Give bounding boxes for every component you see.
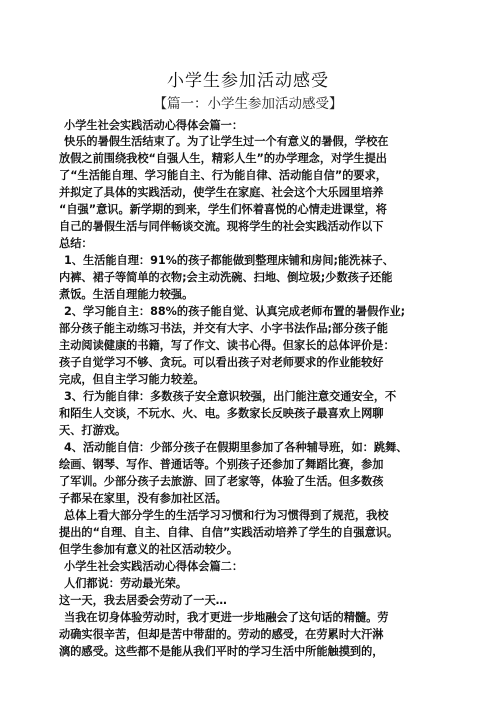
paragraph-line: 孩子自觉学习不够、贪玩。可以看出孩子对老师要求的作业能较好 — [59, 356, 384, 369]
paragraph-line: 煮饭。生活自理能力较强。 — [59, 288, 194, 301]
paragraph-line: 快乐的暑假生活结束了。为了让学生过一个有意义的暑假，学校在 — [64, 135, 389, 148]
paragraph-line: 子都呆在家里，没有参加社区活。 — [59, 492, 227, 505]
paragraph-line: 绘画、钢琴、写作、普通话等。个别孩子还参加了舞蹈比赛，参加 — [59, 458, 384, 471]
section-heading: 【篇一：小学生参加活动感受】 — [153, 96, 343, 112]
paragraph-line: 总结： — [59, 237, 93, 250]
page-title: 小学生参加活动感受 — [167, 71, 329, 91]
paragraph-line: 自己的暑假生活与同伴畅谈交流。现将学生的社会实践活动作以下 — [59, 220, 384, 233]
paragraph-line: 内裤、裙子等简单的衣物;会主动洗碗、扫地、倒垃圾;少数孩子还能 — [59, 271, 393, 284]
paragraph-line: 天、打游戏。 — [59, 424, 127, 437]
paragraph-line: 小学生社会实践活动心得体会篇二： — [64, 560, 244, 573]
paragraph-line: 动确实很辛苦，但却是苦中带甜的。劳动的感受，在劳累时大汗淋 — [59, 628, 384, 641]
paragraph-line: 了“生活能自理、学习能自主、行为能自律、活动能自信”的要求， — [59, 169, 387, 182]
paragraph-line: 完成，但自主学习能力较差。 — [59, 373, 205, 386]
paragraph-line: 当我在切身体验劳动时，我才更进一步地融会了这句话的精髓。劳 — [64, 611, 389, 624]
paragraph-line: 部分孩子能主动练习书法，并交有大字、小字书法作品;部分孩子能 — [59, 322, 388, 335]
paragraph-line: 主动阅读健康的书籍，写了作文、读书心得。但家长的总体评价是： — [59, 339, 395, 352]
paragraph-line: 但学生参加有意义的社区活动较少。 — [59, 543, 239, 556]
paragraph-line: 人们都说：劳动最光荣。 — [64, 577, 188, 590]
paragraph-line: 并拟定了具体的实践活动，使学生在家庭、社会这个大乐园里培养 — [59, 186, 384, 199]
paragraph-line: 漓的感受。这些都不是能从我们平时的学习生活中所能触摸到的， — [59, 645, 384, 658]
paragraph-line: 提出的“自理、自主、自律、自信”实践活动培养了学生的自强意识。 — [59, 526, 399, 539]
paragraph-line: 小学生社会实践活动心得体会篇一： — [64, 119, 244, 132]
paragraph-line: 1、生活能自理：91%的孩子都能做到整理床铺和房间;能洗袜子、 — [64, 254, 394, 267]
paragraph-line: 3、行为能自律：多数孩子安全意识较强，出门能注意交通安全，不 — [64, 390, 397, 403]
paragraph-line: 放假之前围绕我校“自强人生，精彩人生”的办学理念，对学生提出 — [59, 152, 387, 165]
paragraph-line: 和陌生人交谈，不玩水、火、电。多数家长反映孩子最喜欢上网聊 — [59, 407, 384, 420]
paragraph-line: 这一天，我去居委会劳动了一天… — [59, 594, 227, 607]
paragraph-line: 总体上看大部分学生的生活学习习惯和行为习惯得到了规范，我校 — [64, 509, 389, 522]
paragraph-line: “自强”意识。新学期的到来，学生们怀着喜悦的心情走进课堂，将 — [59, 203, 387, 216]
paragraph-line: 4、活动能自信：少部分孩子在假期里参加了各种辅导班，如：跳舞、 — [64, 441, 408, 454]
paragraph-line: 2、学习能自主：88%的孩子能自觉、认真完成老师布置的暑假作业; — [64, 305, 406, 318]
paragraph-line: 了军训。少部分孩子去旅游、回了老家等，体验了生活。但多数孩 — [59, 475, 384, 488]
